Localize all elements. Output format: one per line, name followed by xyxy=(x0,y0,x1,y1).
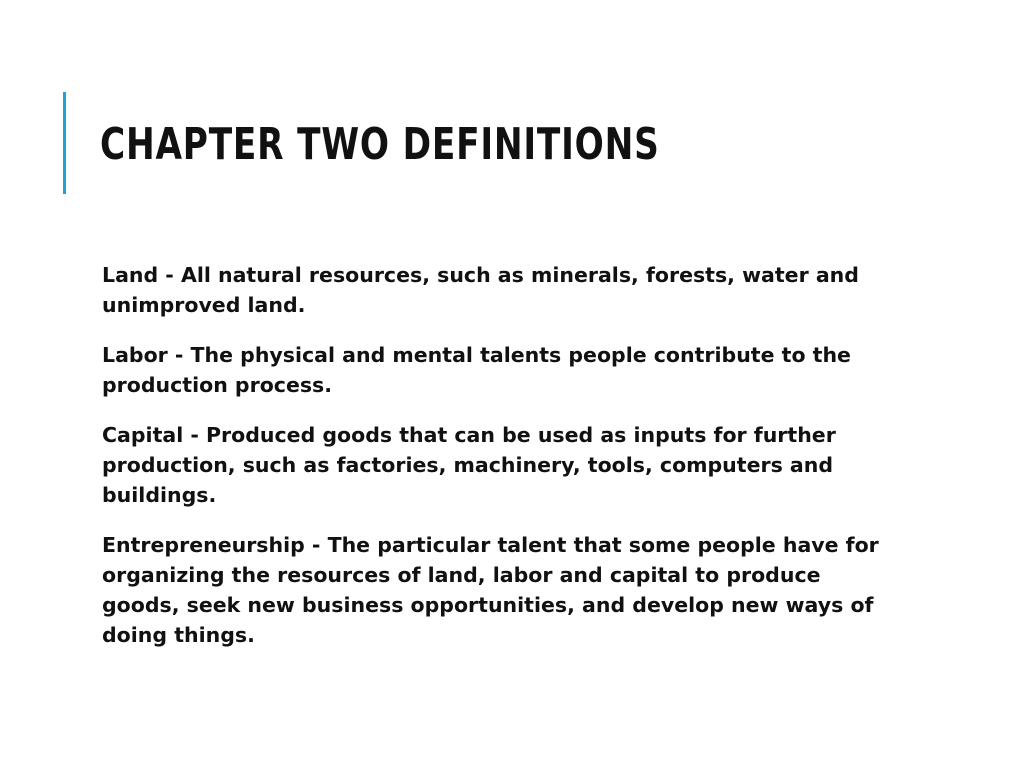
definition-capital: Capital - Produced goods that can be used as inputs for further production, such as factories, machinery, tools, computers and buildings. xyxy=(102,423,836,507)
definitions-body xyxy=(102,260,902,670)
title-accent-bar xyxy=(63,92,66,194)
definition-entrepreneurship: Entrepreneurship - The particular talent that some people have for organizing the resources of land, labor and capital to produce goods, seek new business opportunities, and develop new ways of doing things. xyxy=(102,533,879,647)
definition-labor: Labor - The physical and mental talents people contribute to the production process. xyxy=(102,343,851,397)
definition-land: Land - All natural resources, such as minerals, forests, water and unimproved land. xyxy=(102,263,859,317)
slide-title: CHAPTER TWO DEFINITIONS xyxy=(100,119,660,170)
